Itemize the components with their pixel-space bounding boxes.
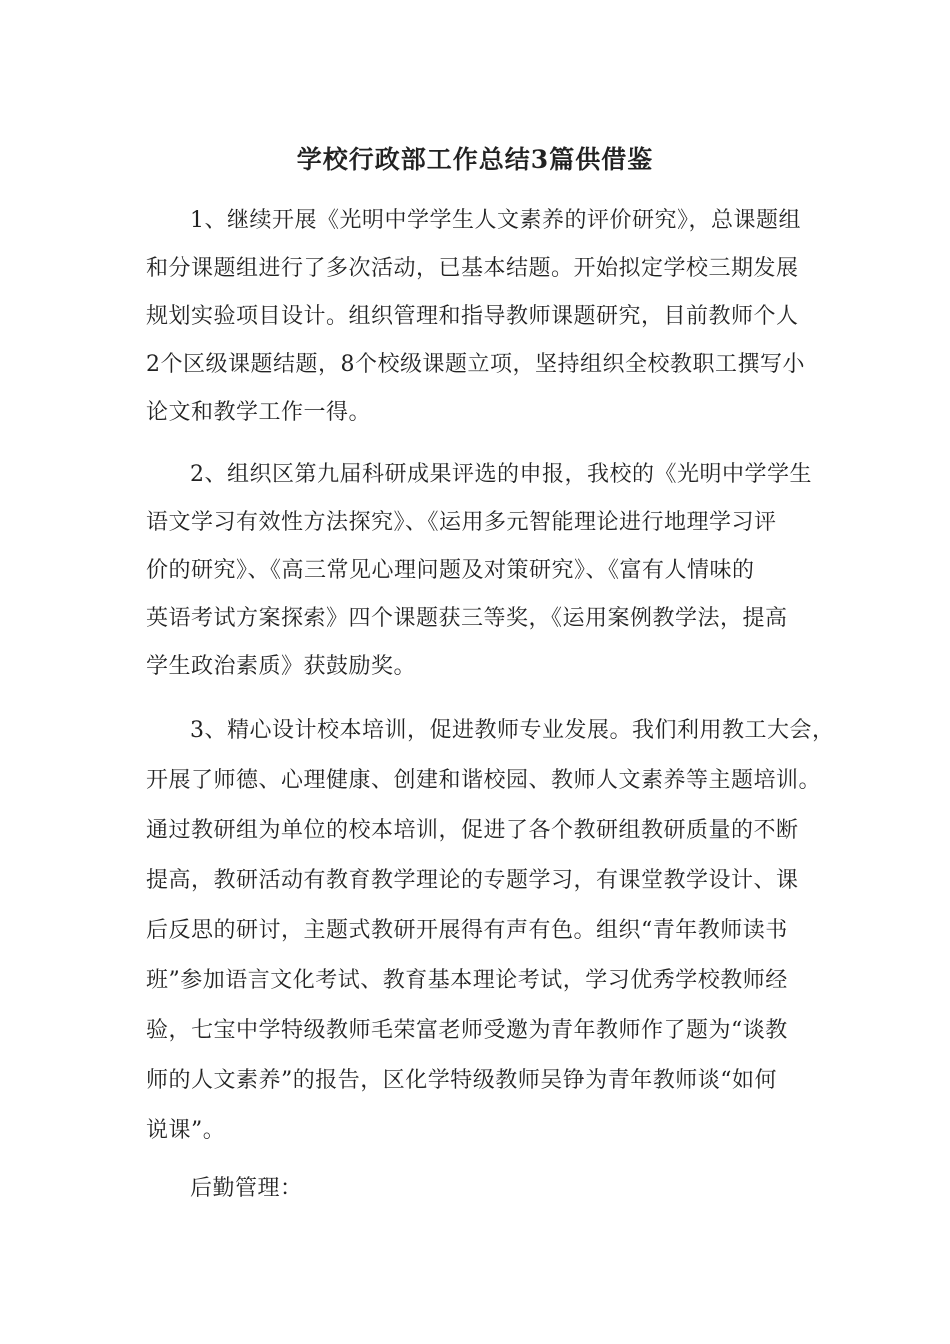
paragraph-3-line-9: 说课”。 (146, 1118, 226, 1143)
paragraph-4-heading: 后勤管理： (190, 1176, 303, 1201)
paragraph-3-line-8: 师的人文素养”的报告，区化学特级教师吴铮为青年教师谈“如何 (146, 1068, 777, 1093)
paragraph-3-line-3: 通过教研组为单位的校本培训，促进了各个教研组教研质量的不断 (146, 818, 799, 843)
paragraph-3-line-2: 开展了师德、心理健康、创建和谐校园、教师人文素养等主题培训。 (146, 768, 822, 793)
page-title: 学校行政部工作总结3篇供借鉴 (296, 145, 654, 174)
paragraph-2-line-3: 价的研究》、《高三常见心理问题及对策研究》、《富有人情味的 (146, 558, 755, 583)
paragraph-1-line-5: 论文和教学工作一得。 (146, 400, 372, 425)
paragraph-3-line-5: 后反思的研讨，主题式教研开展得有声有色。组织“青年教师读书 (146, 918, 788, 943)
paragraph-3-line-6: 班”参加语言文化考试、教育基本理论考试，学习优秀学校教师经 (146, 968, 788, 993)
paragraph-2-line-2: 语文学习有效性方法探究》、《运用多元智能理论进行地理学习评 (146, 510, 777, 535)
paragraph-3-line-4: 提高，教研活动有教育教学理论的专题学习，有课堂教学设计、课 (146, 868, 799, 893)
paragraph-2-line-5: 学生政治素质》获鼓励奖。 (146, 654, 417, 679)
paragraph-3-line-7: 验，七宝中学特级教师毛荣富老师受邀为青年教师作了题为“谈教 (146, 1018, 788, 1043)
paragraph-1-line-3: 规划实验项目设计。组织管理和指导教师课题研究，目前教师个人 (146, 304, 799, 329)
paragraph-1-line-2: 和分课题组进行了多次活动，已基本结题。开始拟定学校三期发展 (146, 256, 799, 281)
paragraph-2-line-4: 英语考试方案探索》四个课题获三等奖，《运用案例教学法，提高 (146, 606, 788, 631)
paragraph-1-line-1: 1、继续开展《光明中学学生人文素养的评价研究》，总课题组 (190, 208, 801, 233)
paragraph-2-line-1: 2、组织区第九届科研成果评选的申报，我校的《光明中学学生 (190, 462, 812, 487)
paragraph-1-line-4: 2个区级课题结题，8个校级课题立项，坚持组织全校教职工撰写小 (146, 352, 805, 377)
paragraph-3-line-1: 3、精心设计校本培训，促进教师专业发展。我们利用教工大会， (190, 718, 835, 743)
